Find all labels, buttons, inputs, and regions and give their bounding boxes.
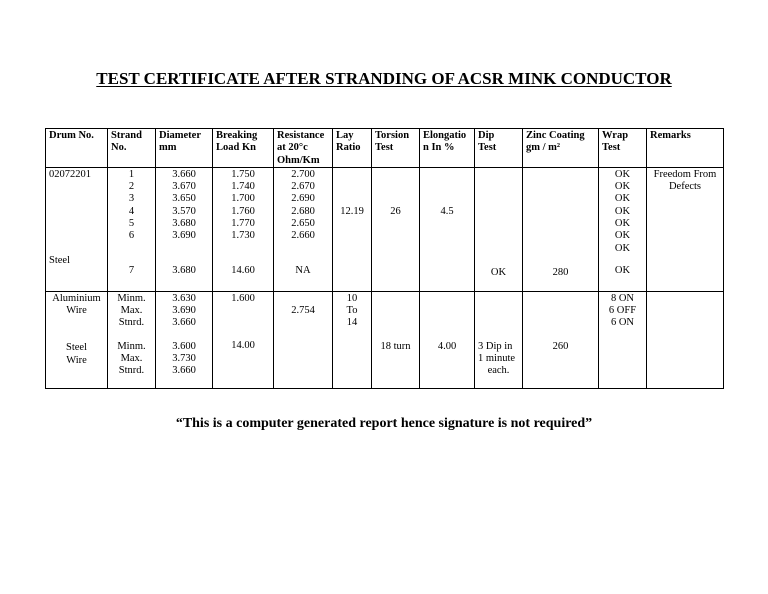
table-row-wire-specs	[46, 291, 724, 388]
cell-strand-no: 1 2 3 4 5 6 7	[108, 167, 156, 291]
cell-spec-breaking: 1.600 14.00	[213, 291, 274, 388]
cell-wrap-test: OK OK OK OK OK OK OK OK	[599, 167, 647, 291]
cell-lay-ratio: 12.19	[333, 167, 372, 291]
header-torsion-test: Torsion Test	[372, 129, 420, 168]
header-diameter: Diameter mm	[156, 129, 213, 168]
cell-torsion-test: 26	[372, 167, 420, 291]
cell-diameter: 3.660 3.670 3.650 3.570 3.680 3.690 3.680	[156, 167, 213, 291]
header-resistance: Resistance at 20°c Ohm/Km	[274, 129, 333, 168]
cell-drum-no: 02072201 Steel	[46, 167, 108, 291]
header-elongation: Elongatio n In %	[420, 129, 475, 168]
cell-elongation: 4.5	[420, 167, 475, 291]
header-drum-no: Drum No.	[46, 129, 108, 168]
cell-dip-test: OK	[475, 167, 523, 291]
cell-spec-dip: 3 Dip in 1 minute each.	[475, 291, 523, 388]
cell-spec-elongation: 4.00	[420, 291, 475, 388]
signature-note: “This is a computer generated report hence signature is not required”	[175, 416, 593, 431]
cell-spec-wrap: 8 ON 6 OFF 6 ON	[599, 291, 647, 388]
certificate-title: TEST CERTIFICATE AFTER STRANDING OF ACSR MINK CONDUCTOR	[96, 69, 672, 88]
header-lay-ratio: Lay Ratio	[333, 129, 372, 168]
cell-spec-resistance: 2.754	[274, 291, 333, 388]
cell-wire-type: Aluminium Wire Steel Wire	[46, 291, 108, 388]
cell-spec-remarks	[647, 291, 724, 388]
header-dip-test: Dip Test	[475, 129, 523, 168]
cell-remarks: Freedom From Defects	[647, 167, 724, 291]
cell-spec-torsion: 18 turn	[372, 291, 420, 388]
header-zinc-coating: Zinc Coating gm / m²	[523, 129, 599, 168]
table-row-drum	[46, 167, 724, 291]
header-row	[46, 129, 724, 168]
header-wrap-test: Wrap Test	[599, 129, 647, 168]
cell-spec-diameter: 3.630 3.690 3.660 3.600 3.730 3.660	[156, 291, 213, 388]
header-strand-no: Strand No.	[108, 129, 156, 168]
test-results-table	[45, 128, 724, 389]
header-remarks: Remarks	[647, 129, 724, 168]
cell-spec-type: Minm. Max. Stnrd. Minm. Max. Stnrd.	[108, 291, 156, 388]
cell-breaking-load: 1.750 1.740 1.700 1.760 1.770 1.730 14.60	[213, 167, 274, 291]
cell-spec-zinc: 260	[523, 291, 599, 388]
cell-zinc-coating: 280	[523, 167, 599, 291]
cell-resistance: 2.700 2.670 2.690 2.680 2.650 2.660 NA	[274, 167, 333, 291]
cell-spec-lay-ratio: 10 To 14	[333, 291, 372, 388]
header-breaking-load: Breaking Load Kn	[213, 129, 274, 168]
